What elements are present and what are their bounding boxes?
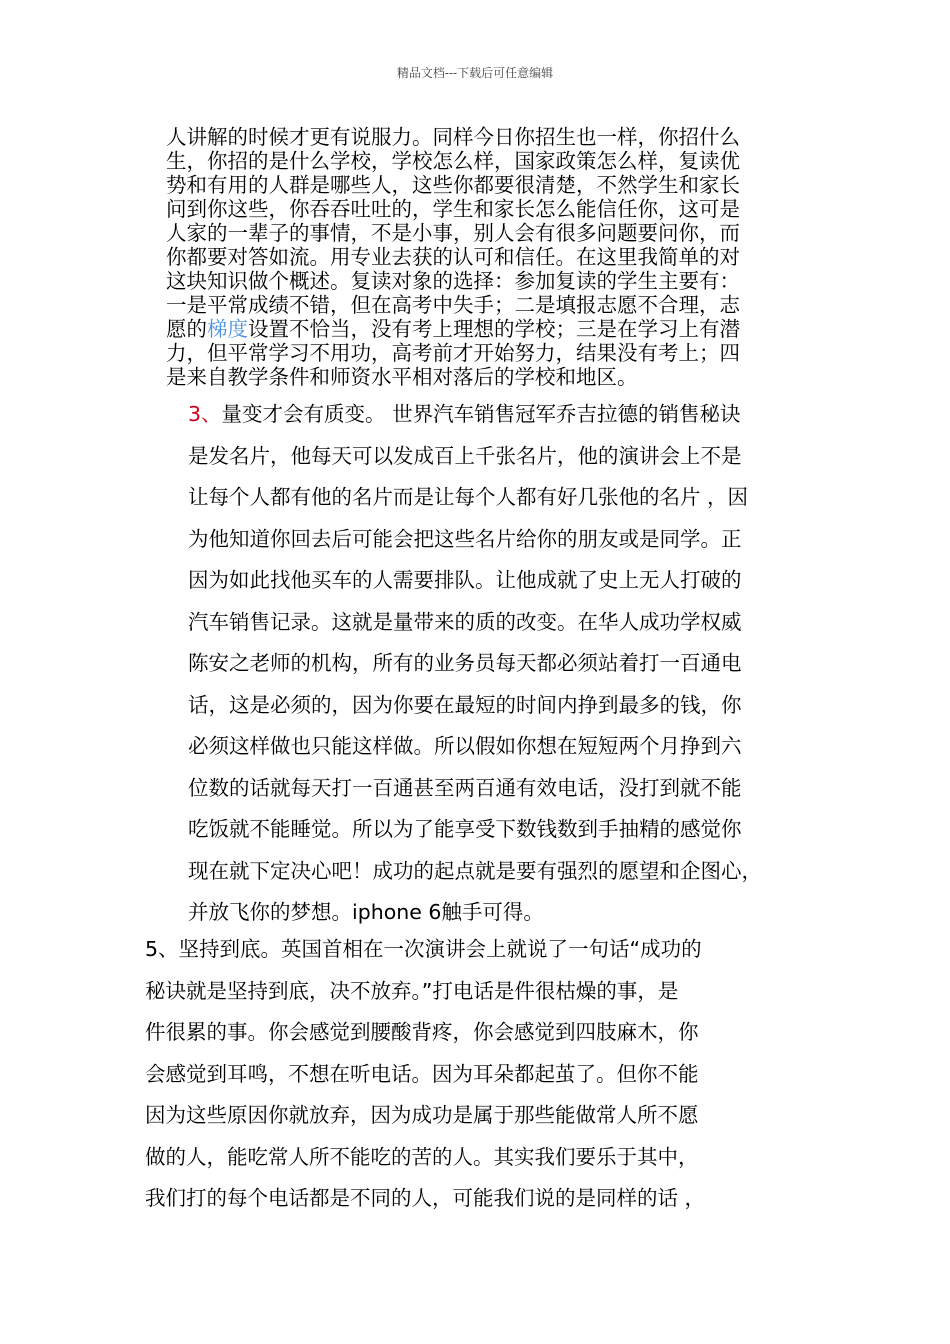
- text-line: 一是平常成绩不错，但在高考中失手；二是填报志愿不合理，志: [166, 293, 740, 317]
- text-line: 力，但平常学习不用功，高考前才开始努力，结果没有考上；四: [166, 341, 740, 365]
- section-number: 3、: [188, 402, 222, 426]
- text-line: 为他知道你回去后可能会把这些名片给你的朋友或是同学。正: [188, 526, 742, 551]
- text-line: 话，这是必须的，因为你要在最短的时间内挣到最多的钱，你: [188, 692, 742, 717]
- page-header: 精品文档---下载后可任意编辑: [396, 66, 554, 80]
- text-line: 是发名片，他每天可以发成百上千张名片，他的演讲会上不是: [188, 443, 742, 468]
- text-line: 做的人，能吃常人所不能吃的苦的人。其实我们要乐于其中，: [145, 1144, 699, 1169]
- text-line: 汽车销售记录。这就是量带来的质的改变。在华人成功学权威: [188, 609, 742, 634]
- text-line: 会感觉到耳鸣，不想在听电话。因为耳朵都起茧了。但你不能: [145, 1061, 699, 1086]
- text-segment: 设置不恰当，没有考上理想的学校；三是在学习上有潜: [248, 317, 740, 341]
- text-line: 是来自教学条件和师资水平相对落后的学校和地区。: [166, 365, 638, 389]
- text-line: [166, 394, 846, 436]
- text-line: 我们打的每个电话都是不同的人，可能我们说的是同样的话 ，: [145, 1186, 706, 1210]
- text-line: 生，你招的是什么学校，学校怎么样，国家政策怎么样，复读优: [166, 149, 740, 173]
- gradient-link[interactable]: 梯度: [207, 317, 248, 341]
- text-line: 位数的话就每天打一百通甚至两百通有效电话，没打到就不能: [188, 775, 742, 800]
- text-line: 陈安之老师的机构，所有的业务员每天都必须站着打一百通电: [188, 651, 742, 675]
- text-line: 人讲解的时候才更有说服力。同样今日你招生也一样，你招什么: [166, 125, 740, 149]
- text-line: 现在就下定决心吧！成功的起点就是要有强烈的愿望和企图心，: [188, 858, 762, 883]
- text-line: 因为如此找他买车的人需要排队。让他成就了史上无人打破的: [188, 568, 742, 592]
- text-line: 并放飞你的梦想。iphone 6触手可得。: [188, 900, 544, 924]
- text-line: 必须这样做也只能这样做。所以假如你想在短短两个月挣到六: [188, 734, 742, 758]
- paragraph-persistence: [145, 929, 835, 1220]
- text-line: 问到你这些，你吞吞吐吐的，学生和家长怎么能信任你，这可是: [166, 197, 740, 221]
- text-line: 因为这些原因你就放弃，因为成功是属于那些能做常人所不愿: [145, 1103, 699, 1127]
- text-line: 秘诀就是坚持到底，决不放弃。”打电话是件很枯燥的事，是: [145, 978, 679, 1003]
- paragraph-recruitment: [166, 125, 826, 389]
- text-line: 这块知识做个概述。复读对象的选择：参加复读的学生主要有：: [166, 269, 740, 293]
- section-heading-text: 量变才会有质变。 世界汽车销售冠军乔吉拉德的销售秘诀: [221, 402, 741, 426]
- text-line: 5、坚持到底。英国首相在一次演讲会上就说了一句话“成功的: [145, 937, 702, 961]
- text-segment: 愿的: [166, 317, 207, 341]
- text-line: 势和有用的人群是哪些人，这些你都要很清楚，不然学生和家长: [166, 173, 740, 197]
- text-line: [166, 317, 826, 341]
- text-line: 件很累的事。你会感觉到腰酸背疼，你会感觉到四肢麻木，你: [145, 1020, 699, 1044]
- paragraph-quantity-to-quality: [166, 394, 846, 934]
- text-line: 人家的一辈子的事情，不是小事，别人会有很多问题要问你，而: [166, 221, 740, 245]
- text-line: 吃饭就不能睡觉。所以为了能享受下数钱数到手抽精的感觉你: [188, 817, 742, 841]
- text-line: 让每个人都有他的名片而是让每个人都有好几张他的名片 ，因: [188, 485, 749, 509]
- text-line: 你都要对答如流。用专业去获的认可和信任。在这里我简单的对: [166, 245, 740, 269]
